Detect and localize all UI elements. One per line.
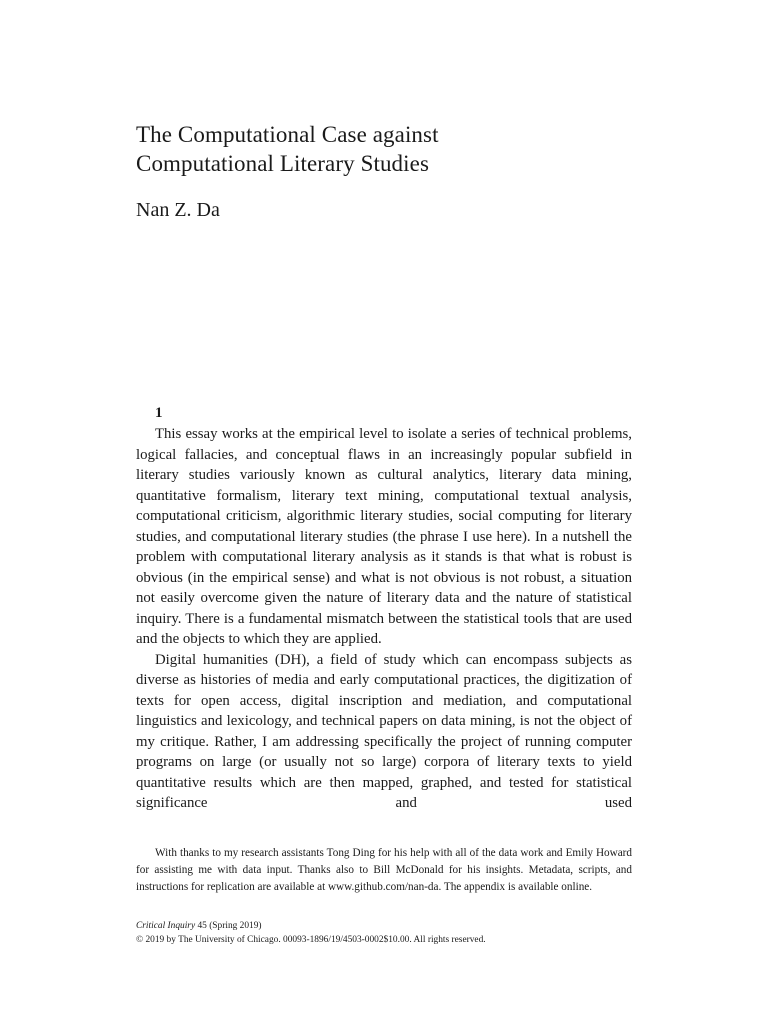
title-line-1: The Computational Case against bbox=[136, 122, 439, 147]
journal-info bbox=[136, 919, 632, 947]
article-body bbox=[136, 424, 632, 814]
journal-citation bbox=[136, 919, 632, 933]
title-line-2: Computational Literary Studies bbox=[136, 151, 430, 176]
body-paragraph: This essay works at the empirical level to isolate a series of technical problems, logical fallacies, and conceptual flaws in an increasingly popular subfield in literary studies variously known as cultural analytics, literary data mining, quantitative formalism, literary text mining, computational textual analysis, computational criticism, algorithmic literary studies, social computing for literary studies, and computational literary studies (the phrase I use here). In a nutshell the problem with computational literary analysis as it stands is that what is robust is obvious (in the empirical sense) and what is not obvious is not robust, a situation not easily overcome given the nature of literary data and the nature of statistical inquiry. There is a fundamental mismatch between the statistical tools that are used and the objects to which they are applied. bbox=[136, 426, 632, 647]
section-number: 1 bbox=[155, 405, 163, 421]
acknowledgement-footnote bbox=[136, 845, 632, 896]
article-title bbox=[136, 120, 656, 178]
author-name: Nan Z. Da bbox=[136, 199, 220, 221]
footnote-text: With thanks to my research assistants Tong Ding for his help with all of the data work and Emily Howard for assisting me with data input. Thanks also to Bill McDonald for his insights. Metadata, scripts, and instructions for replication are available at www.github.com/nan-da. The appendix is available online. bbox=[136, 847, 632, 893]
body-paragraph: Digital humanities (DH), a field of study which can encompass subjects as diverse as histories of media and early computational practices, the digitization of texts for open access, digital inscription and mediation, and computational linguistics and lexicology, and technical papers on data mining, is not the object of my critique. Rather, I am addressing specifically the project of running computer programs on large (or usually not so large) corpora of literary texts to yield quantitative results which are then mapped, graphed, and tested for statistical significance and used bbox=[136, 651, 632, 811]
journal-issue: 45 (Spring 2019) bbox=[195, 921, 262, 931]
journal-name: Critical Inquiry bbox=[136, 921, 196, 931]
copyright-line: © 2019 by The University of Chicago. 00093-1896/19/4503-0002$10.00. All rights reserved. bbox=[136, 935, 486, 945]
